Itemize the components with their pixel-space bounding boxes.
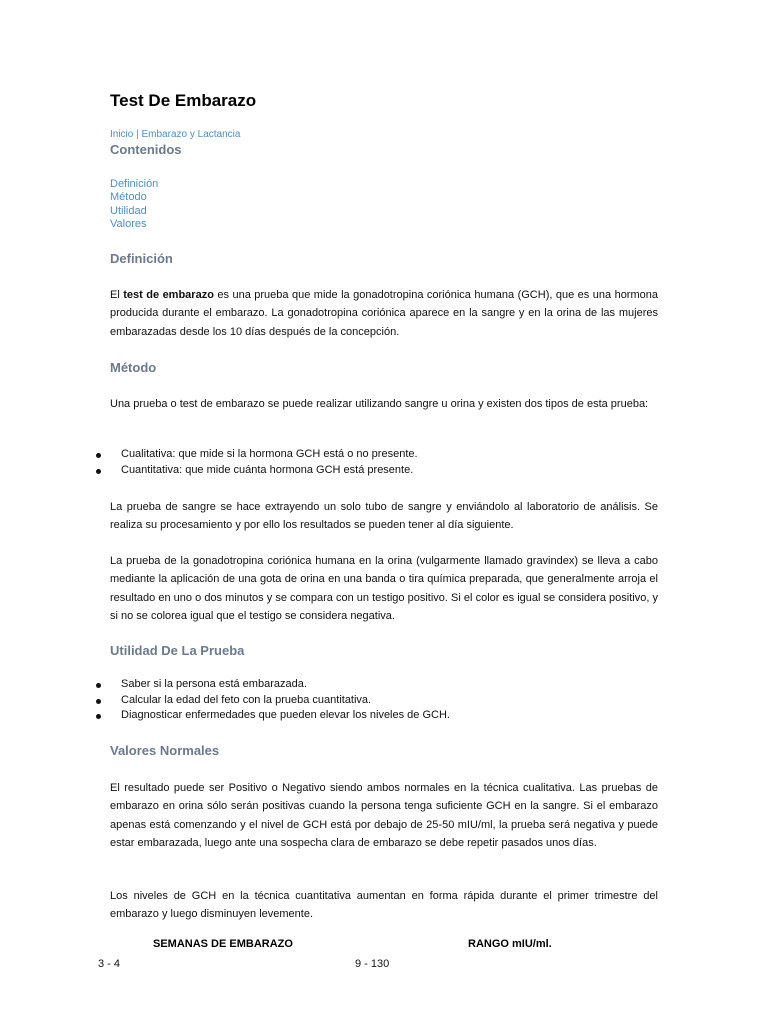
valores-paragraph-1: El resultado puede ser Positivo o Negativo siendo ambos normales en la técnica cualitativa. Las pruebas de embarazo en orina sólo serán positivas cuando la persona tenga suficiente GCH en la sangre. Si el embarazo apenas está comenzando y el nivel de GCH está por debajo de 25-50 mIU/ml, la prueba será negativa y puede estar embarazada, luego ante una sospecha clara de embarazo se debe repetir pasados unos días.: [110, 782, 658, 849]
list-item: [96, 708, 656, 724]
toc-link-utilidad[interactable]: Utilidad: [110, 204, 147, 217]
metodo-paragraph-3: La prueba de la gonadotropina coriónica humana en la orina (vulgarmente llamado gravindex) se lleva a cabo mediante la aplicación de una gota de orina en una banda o tira química preparada, que generalmente arroja el resultado en uno o dos minutos y se compara con un testigo positivo. Si el color es igual se considera positivo, y si no se colorea igual que el testigo se considera negativa.: [110, 555, 658, 622]
list-item: [96, 447, 656, 463]
metodo-heading: Método: [110, 360, 157, 375]
metodo-paragraph-2: La prueba de sangre se hace extrayendo un solo tubo de sangre y enviándolo al laboratorio de análisis. Se realiza su procesamiento y por ello los resultados se pueden tener al día siguiente.: [110, 501, 658, 532]
definicion-bold-term: test de embarazo: [123, 289, 214, 301]
bullet-icon: [96, 683, 101, 688]
toc-link-definicion[interactable]: Definición: [110, 178, 159, 190]
list-item-text: Diagnosticar enfermedades que pueden elevar los niveles de GCH.: [121, 709, 450, 721]
list-item: [96, 463, 656, 479]
list-item-text: Cuantitativa: que mide cuánta hormona GCH está presente.: [121, 463, 414, 476]
list-item-text: Cualitativa: que mide si la hormona GCH está o no presente.: [121, 448, 418, 460]
table-cell-weeks: 3 - 4: [98, 958, 121, 970]
toc-link-metodo[interactable]: Método: [110, 191, 147, 204]
table-header-weeks: SEMANAS DE EMBARAZO: [153, 938, 293, 950]
list-item-text: Calcular la edad del feto con la prueba cuantitativa.: [121, 693, 372, 706]
bullet-icon: [96, 469, 101, 474]
metodo-bullet-list: [96, 447, 656, 478]
page-title: Test De Embarazo: [110, 91, 257, 110]
list-item: [96, 677, 656, 693]
toc-link-valores[interactable]: Valores: [110, 218, 147, 231]
definicion-paragraph: [110, 286, 658, 341]
table-header-range: RANGO mIU/ml.: [468, 938, 552, 950]
breadcrumb[interactable]: Inicio | Embarazo y Lactancia: [110, 129, 241, 140]
utilidad-bullet-list: [96, 677, 656, 724]
contents-heading: Contenidos: [110, 142, 182, 157]
utilidad-heading: Utilidad De La Prueba: [110, 643, 245, 658]
valores-heading: Valores Normales: [110, 743, 220, 758]
bullet-icon: [96, 453, 101, 458]
definicion-prefix: El: [110, 289, 124, 301]
bullet-icon: [96, 699, 101, 704]
list-item: [96, 693, 656, 709]
list-item-text: Saber si la persona está embarazada.: [121, 678, 307, 690]
table-of-contents: [110, 178, 158, 232]
table-cell-range: 9 - 130: [355, 958, 390, 970]
definicion-text: es una prueba que mide la gonadotropina coriónica humana (GCH), que es una hormona producida durante el embarazo. La gonadotropina coriónica aparece en la sangre y en la orina de las mujeres embarazadas desde los 10 días después de la concepción.: [110, 289, 658, 338]
definicion-heading: Definición: [110, 251, 173, 266]
bullet-icon: [96, 714, 101, 719]
metodo-paragraph-1: Una prueba o test de embarazo se puede realizar utilizando sangre u orina y existen dos tipos de esta prueba:: [110, 398, 649, 410]
valores-paragraph-2: Los niveles de GCH en la técnica cuantitativa aumentan en forma rápida durante el primer trimestre del embarazo y luego disminuyen levemente.: [110, 890, 658, 921]
